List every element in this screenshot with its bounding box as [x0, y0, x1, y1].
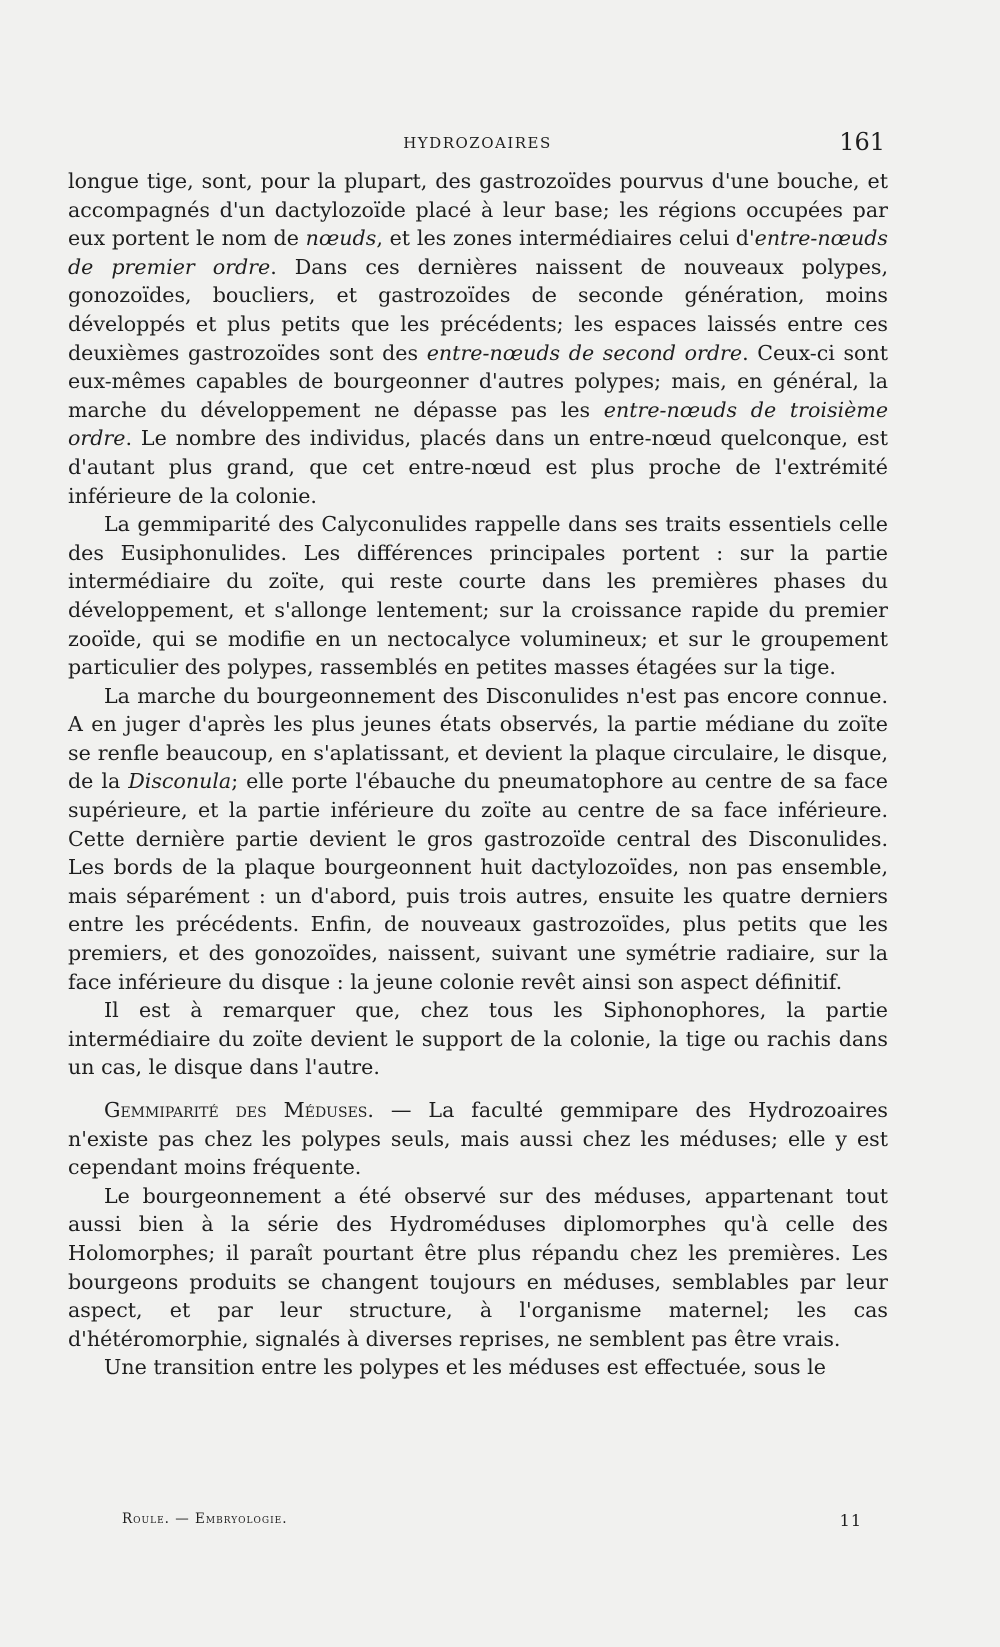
text-run: La gemmiparité des Calyconulides rappelle dans ses traits essentiels celle des Eusiphonulides. Les différences principales portent : sur la partie intermédiaire du zoïte, qui reste courte dans les premières phases du développement, et s'allonge lentement; sur la croissance rapide du premier zooïde, qui se modifie en un nectocalyce volumineux; et sur le groupement particulier des polypes, rassemblés en petites masses étagées sur la tige. — [68, 512, 888, 680]
page-number: 161 — [839, 128, 885, 156]
italic-term: entre-nœuds de premier ordre — [68, 226, 888, 279]
body-text — [68, 167, 888, 1382]
page-header — [70, 128, 885, 162]
paragraph-continued — [68, 167, 888, 510]
text-run: Une transition entre les polypes et les méduses est effectuée, sous le — [104, 1355, 826, 1380]
text-run: Le bourgeonnement a été observé sur des méduses, appartenant tout aussi bien à la série des Hydroméduses diplomorphes qu'à celle des Holomorphes; il paraît pourtant être plus répandu chez les premières. Les bourgeons produits se changent toujours en méduses, semblables par leur aspect, et par leur structure, à l'organisme maternel; les cas d'hétéromorphie, signalés à diverses reprises, ne semblent pas être vrais. — [68, 1183, 888, 1351]
italic-term: Disconula — [128, 769, 232, 794]
paragraph-transition — [68, 1353, 888, 1382]
text-run: , et les zones intermédiaires celui d' — [376, 226, 755, 251]
running-head: HYDROZOAIRES — [403, 134, 552, 152]
paragraph-calyconulides — [68, 510, 888, 682]
paragraph-siphonophores — [68, 996, 888, 1082]
text-run: ; elle porte l'ébauche du pneumatophore au centre de sa face supérieure, et la partie inférieure du zoïte au centre de sa face inférieure. Cette dernière partie devient le gros gastrozoïde central des Disconulides. Les bords de la plaque bourgeonnent huit dactylozoïdes, non pas ensemble, mais séparément : un d'abord, puis trois autres, ensuite les quatre derniers entre les précédents. Enfin, de nouveaux gastrozoïdes, plus petits que les premiers, et des gonozoïdes, naissent, suivant une symétrie radiaire, sur la face inférieure du disque : la jeune colonie revêt ainsi son aspect définitif. — [68, 769, 888, 994]
text-run: — La faculté gemmipare des Hydrozoaires n'existe pas chez les polypes seuls, mais aussi chez les méduses; elle y est cependant moins fréquente. — [68, 1098, 889, 1180]
paragraph-disconulides — [68, 682, 888, 997]
paragraph-meduses-heading — [68, 1096, 888, 1182]
italic-term: entre-nœuds de troisième ordre — [68, 397, 889, 451]
text-run: . Dans ces dernières naissent de nouveaux polypes, gonozoïdes, boucliers, et gastrozoïdes de seconde génération, moins développés et plus petits que les précédents; les espaces laissés entre ces deuxièmes gastrozoïdes sont des — [68, 254, 889, 365]
text-run: . Ceux-ci sont eux-mêmes capables de bourgeonner d'autres polypes; mais, en général, la marche du développement ne dépasse pas les — [68, 340, 888, 422]
paragraph-bourgeonnement — [68, 1182, 888, 1354]
section-heading: Gemmiparité des Méduses. — [104, 1098, 374, 1122]
text-run: longue tige, sont, pour la plupart, des gastrozoïdes pourvus d'une bouche, et accompagnés d'un dactylozoïde placé à leur base; les régions occupées par eux portent le nom de — [68, 169, 888, 251]
italic-term: entre-nœuds de second ordre — [426, 340, 743, 365]
page-footer — [122, 1511, 862, 1535]
text-run: . Le nombre des individus, placés dans un entre-nœud quelconque, est d'autant plus grand, que cet entre-nœud est plus proche de l'extrémité inférieure de la colonie. — [68, 426, 888, 508]
italic-term: nœuds — [305, 226, 377, 251]
signature-mark: 11 — [839, 1511, 862, 1530]
text-run: Il est à remarquer que, chez tous les Siphonophores, la partie intermédiaire du zoïte devient le support de la colonie, la tige ou rachis dans un cas, le disque dans l'autre. — [68, 998, 888, 1080]
footer-author-title: Roule. — Embryologie. — [122, 1511, 288, 1527]
text-run: La marche du bourgeonnement des Disconulides n'est pas encore connue. A en juger d'après les plus jeunes états observés, la partie médiane du zoïte se renfle beaucoup, en s'aplatissant, et devient la plaque circulaire, le disque, de la — [68, 683, 888, 794]
